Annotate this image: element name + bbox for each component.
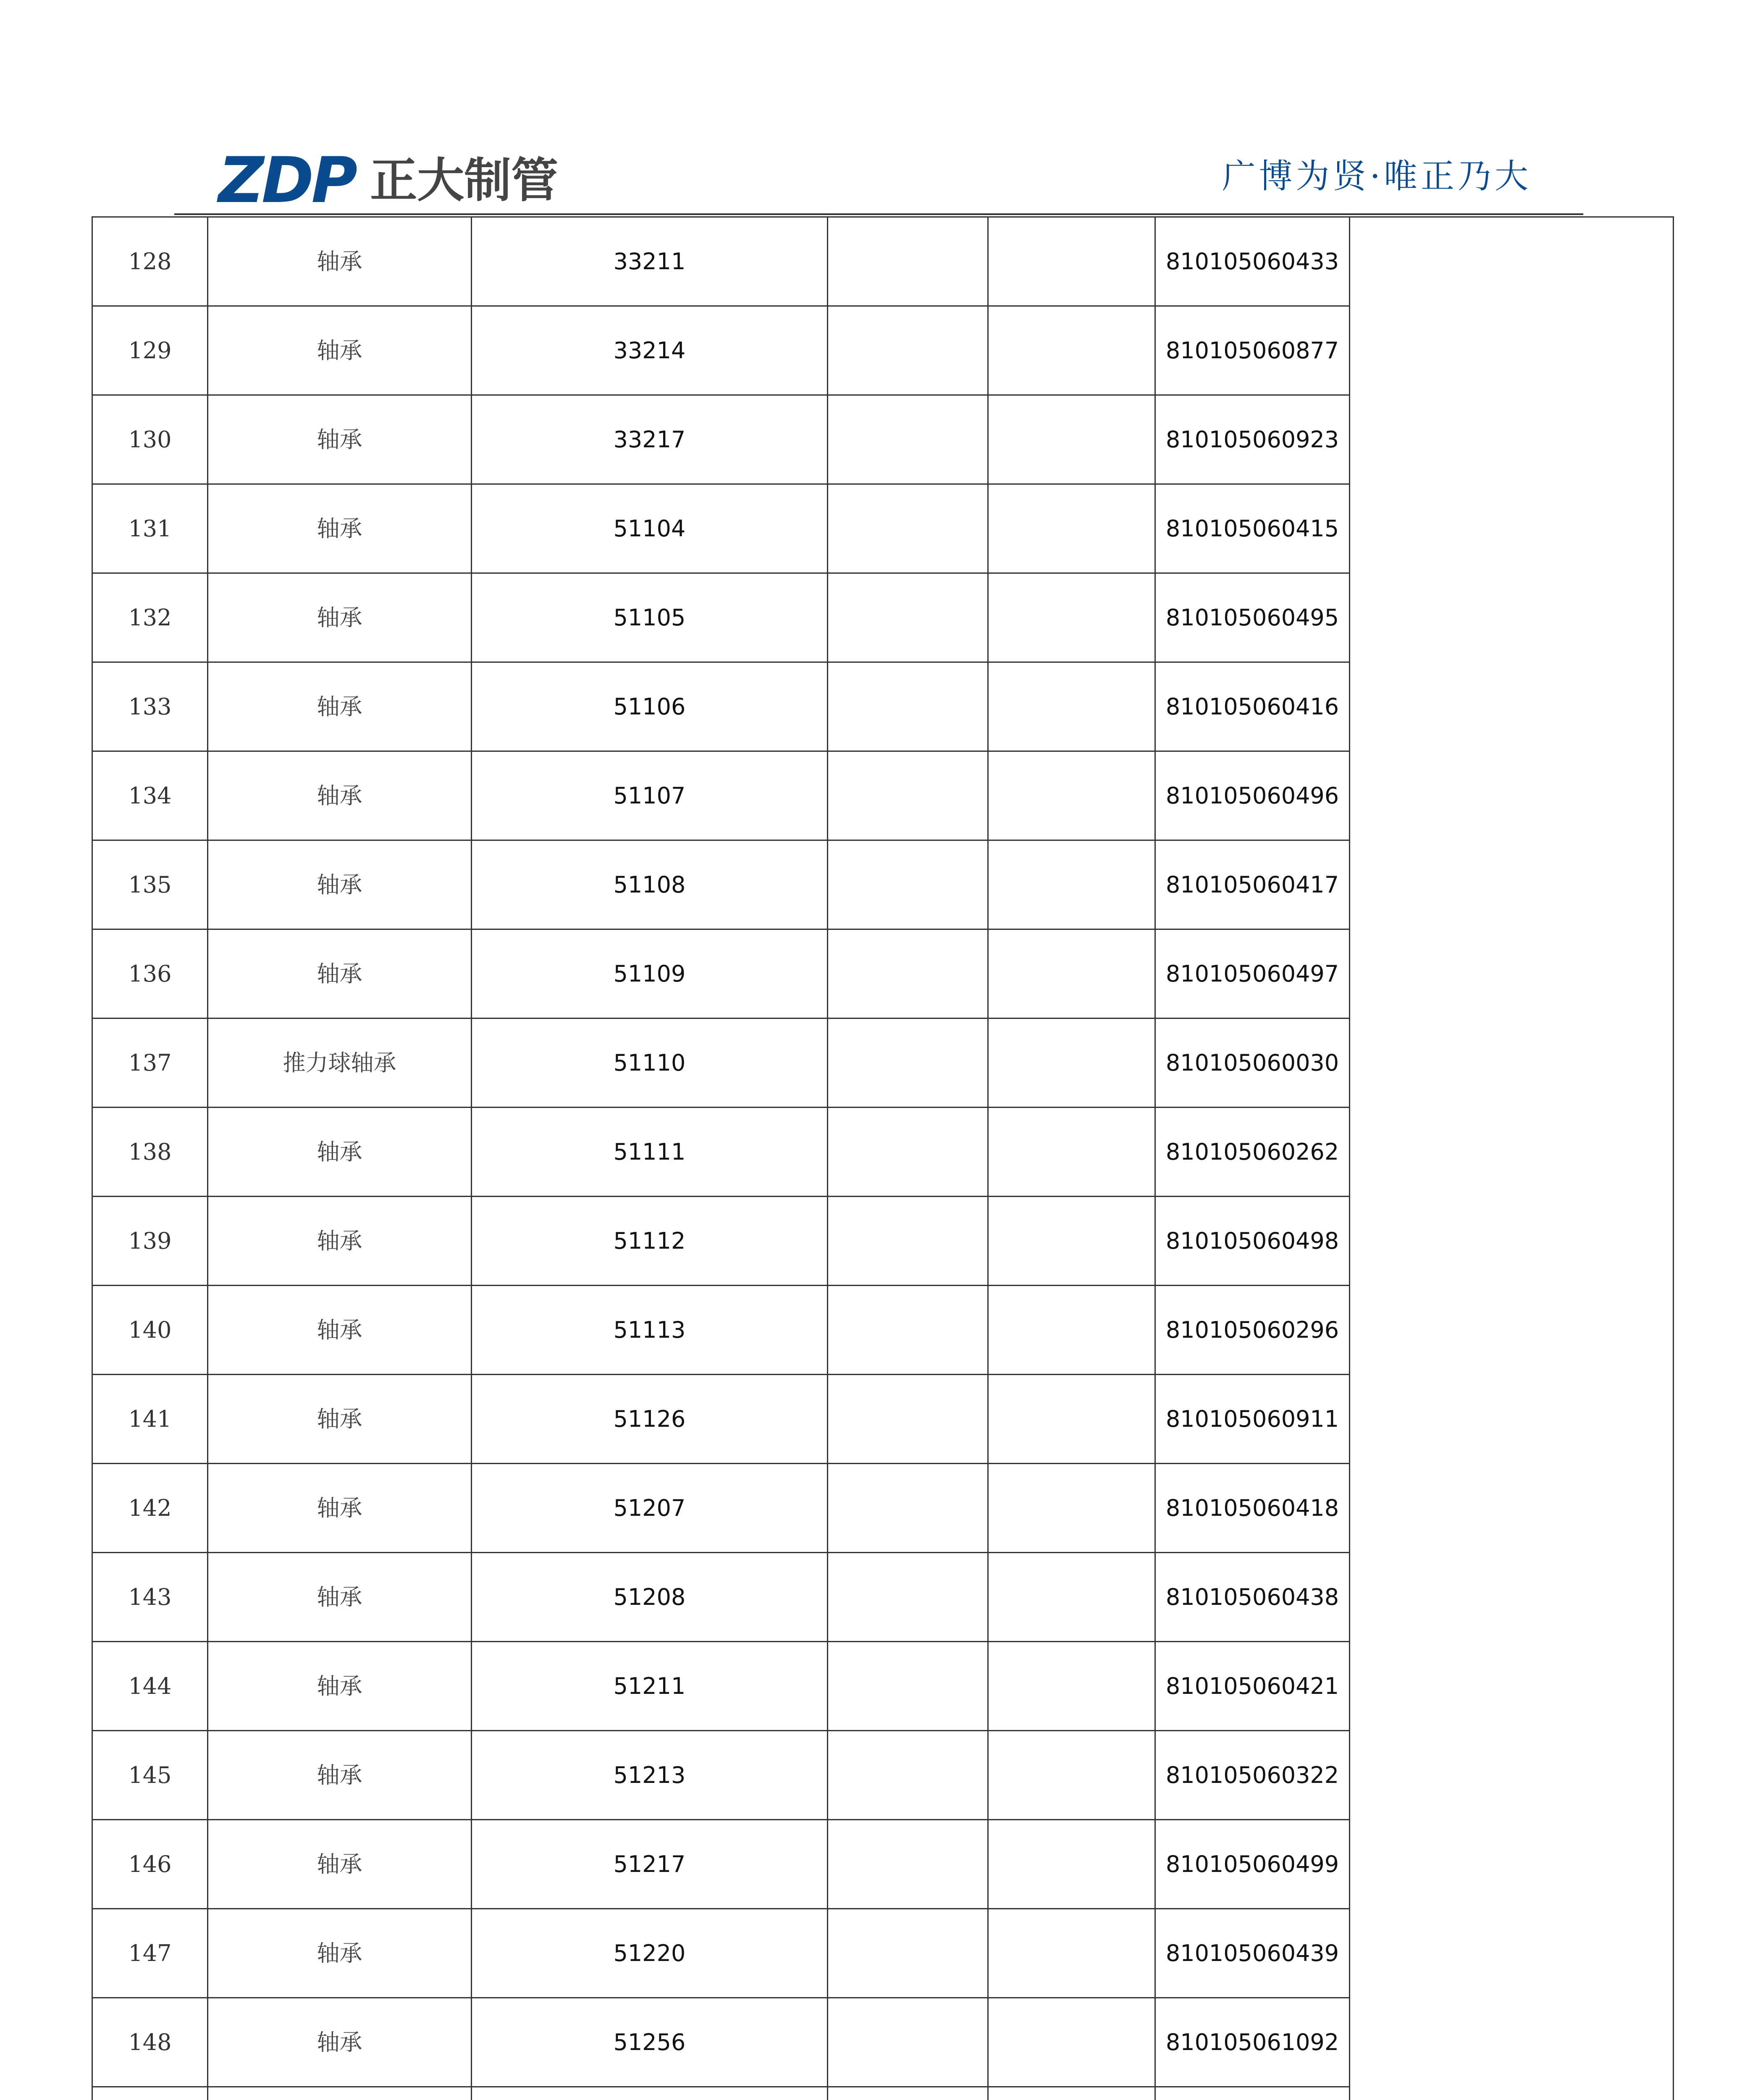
part-name-cell: 轴承 [208,217,472,306]
empty-cell [988,1909,1155,1998]
material-code-cell: 810105060415 [1155,484,1350,573]
material-code-cell: 810105060495 [1155,573,1350,662]
material-code-cell: 810105060498 [1155,1197,1350,1286]
model-cell: 51109 [472,929,828,1018]
model-cell: 51106 [472,662,828,751]
empty-cell [988,573,1155,662]
empty-cell [988,840,1155,929]
empty-cell [988,1108,1155,1197]
header-divider [174,213,1583,215]
parts-table-body [92,217,1674,2100]
part-name-cell [208,2087,472,2100]
empty-cell [828,1286,988,1375]
material-code-cell: 810105060322 [1155,1731,1350,1820]
empty-cell [988,1998,1155,2087]
remark-cell [1350,217,1674,2100]
part-name-cell: 轴承 [208,1553,472,1642]
material-code-cell: 810105060433 [1155,217,1350,306]
company-slogan: 广博为贤·唯正乃大 [1222,157,1532,196]
material-code-cell: 810105060438 [1155,1553,1350,1642]
material-code-cell: 810105060296 [1155,1286,1350,1375]
empty-cell [988,1018,1155,1108]
empty-cell [828,217,988,306]
material-code-cell: 810105060418 [1155,1464,1350,1553]
empty-cell [828,929,988,1018]
row-number-cell: 144 [92,1642,208,1731]
empty-cell [988,1553,1155,1642]
row-number-cell: 133 [92,662,208,751]
material-code-cell: 810105060497 [1155,929,1350,1018]
model-cell: 51207 [472,1464,828,1553]
empty-cell [828,751,988,840]
empty-cell [828,1820,988,1909]
row-number-cell: 131 [92,484,208,573]
empty-cell [988,1286,1155,1375]
row-number-cell: 134 [92,751,208,840]
empty-cell [828,395,988,484]
material-code-cell: 810105060416 [1155,662,1350,751]
empty-cell [828,1998,988,2087]
part-name-cell: 轴承 [208,306,472,395]
empty-cell [828,1731,988,1820]
empty-cell [988,1375,1155,1464]
part-name-cell: 轴承 [208,484,472,573]
part-name-cell: 轴承 [208,1286,472,1375]
row-number-cell: 147 [92,1909,208,1998]
row-number-cell: 139 [92,1197,208,1286]
part-name-cell: 轴承 [208,929,472,1018]
part-name-cell: 轴承 [208,1909,472,1998]
model-cell: 51110 [472,1018,828,1108]
row-number-cell: 138 [92,1108,208,1197]
page-header [0,0,1750,218]
material-code-cell: 810105061092 [1155,1998,1350,2087]
material-code-cell: 810105060262 [1155,1108,1350,1197]
empty-cell [828,1108,988,1197]
empty-cell [828,484,988,573]
material-code-cell: 810105060911 [1155,1375,1350,1464]
part-name-cell: 轴承 [208,395,472,484]
empty-cell [828,840,988,929]
empty-cell [988,2087,1155,2100]
empty-cell [828,306,988,395]
model-cell: 51126 [472,1375,828,1464]
empty-cell [988,662,1155,751]
empty-cell [828,1909,988,1998]
empty-cell [828,1464,988,1553]
row-number-cell: 135 [92,840,208,929]
row-number-cell: 136 [92,929,208,1018]
row-number-cell: 146 [92,1820,208,1909]
material-code-cell: 810105060421 [1155,1642,1350,1731]
row-number-cell: 143 [92,1553,208,1642]
model-cell: 51220 [472,1909,828,1998]
model-cell: 33211 [472,217,828,306]
empty-cell [988,217,1155,306]
row-number-cell: 140 [92,1286,208,1375]
part-name-cell: 轴承 [208,1820,472,1909]
row-number-cell: 129 [92,306,208,395]
material-code-cell: 810105060496 [1155,751,1350,840]
empty-cell [988,306,1155,395]
part-name-cell: 轴承 [208,1998,472,2087]
model-cell: 51112 [472,1197,828,1286]
empty-cell [828,573,988,662]
company-logo [218,144,559,217]
row-number-cell: 128 [92,217,208,306]
model-cell: 51108 [472,840,828,929]
material-code-cell: 810105060439 [1155,1909,1350,1998]
row-number-cell: 148 [92,1998,208,2087]
material-code-cell: 810105060030 [1155,1018,1350,1108]
part-name-cell: 轴承 [208,840,472,929]
logo-text: 正大制管 [370,153,559,208]
row-number-cell: 142 [92,1464,208,1553]
row-number-cell: 145 [92,1731,208,1820]
row-number-cell: 141 [92,1375,208,1464]
model-cell: 51256 [472,1998,828,2087]
logo-mark: ZDP [218,144,355,217]
part-name-cell: 轴承 [208,751,472,840]
empty-cell [988,484,1155,573]
part-name-cell: 轴承 [208,662,472,751]
model-cell: 51105 [472,573,828,662]
empty-cell [828,2087,988,2100]
model-cell: 51107 [472,751,828,840]
empty-cell [828,1642,988,1731]
empty-cell [988,1197,1155,1286]
part-name-cell: 推力球轴承 [208,1018,472,1108]
empty-cell [988,1820,1155,1909]
part-name-cell: 轴承 [208,1375,472,1464]
part-name-cell: 轴承 [208,1642,472,1731]
empty-cell [988,1731,1155,1820]
part-name-cell: 轴承 [208,573,472,662]
model-cell: 51104 [472,484,828,573]
material-code-cell: 810105060499 [1155,1820,1350,1909]
empty-cell [988,395,1155,484]
model-cell: 33217 [472,395,828,484]
part-name-cell: 轴承 [208,1464,472,1553]
row-number-cell [92,2087,208,2100]
material-code-cell: 810105060877 [1155,306,1350,395]
model-cell: 51208 [472,1553,828,1642]
parts-table [92,216,1674,2100]
material-code-cell: 810105060417 [1155,840,1350,929]
table-row [92,217,1674,306]
empty-cell [828,1375,988,1464]
empty-cell [988,1642,1155,1731]
empty-cell [988,929,1155,1018]
part-name-cell: 轴承 [208,1108,472,1197]
model-cell: 33214 [472,306,828,395]
model-cell [472,2087,828,2100]
model-cell: 51113 [472,1286,828,1375]
empty-cell [828,1197,988,1286]
part-name-cell: 轴承 [208,1731,472,1820]
material-code-cell: 810105060923 [1155,395,1350,484]
part-name-cell: 轴承 [208,1197,472,1286]
empty-cell [828,1018,988,1108]
empty-cell [988,1464,1155,1553]
model-cell: 51211 [472,1642,828,1731]
row-number-cell: 132 [92,573,208,662]
empty-cell [988,751,1155,840]
empty-cell [828,1553,988,1642]
material-code-cell [1155,2087,1350,2100]
row-number-cell: 130 [92,395,208,484]
row-number-cell: 137 [92,1018,208,1108]
empty-cell [828,662,988,751]
model-cell: 51111 [472,1108,828,1197]
model-cell: 51213 [472,1731,828,1820]
model-cell: 51217 [472,1820,828,1909]
